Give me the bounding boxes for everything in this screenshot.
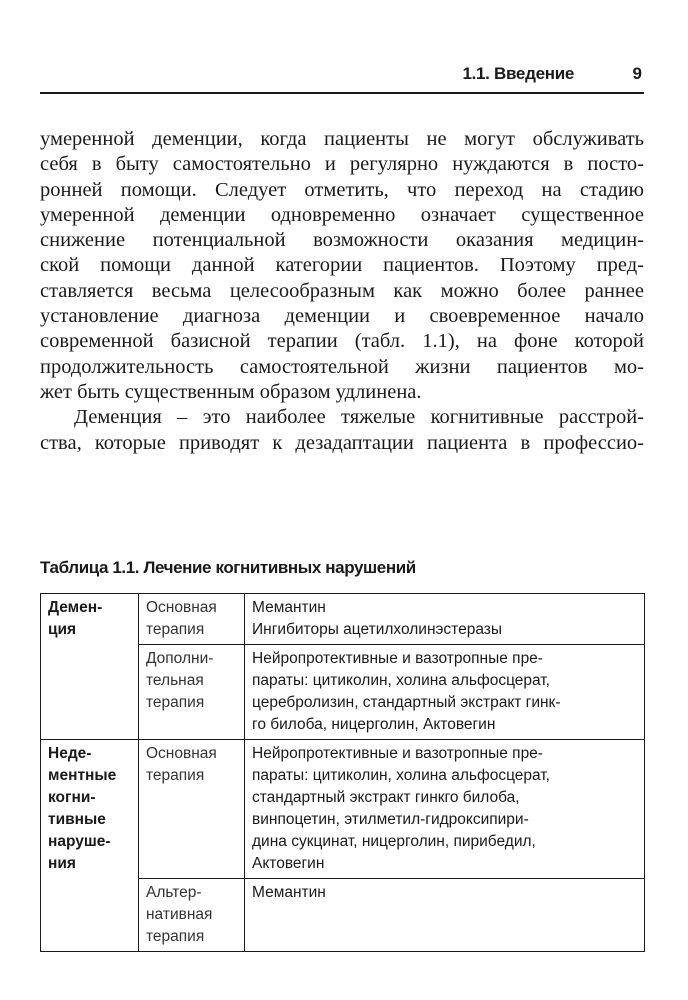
therapy-type: Основная терапия	[139, 740, 245, 879]
body-line: себя в быту самостоятельно и регулярно нуждаются в посто-	[40, 153, 644, 176]
page-number: 9	[632, 64, 642, 83]
chapter-title: 1.1. Введение	[462, 64, 574, 83]
group-label-non-dementia: Неде- ментные когни- тивные наруше- ния	[41, 740, 139, 952]
therapy-type: Дополни- тельная терапия	[139, 645, 245, 740]
therapy-type: Альтер- нативная терапия	[139, 879, 245, 952]
therapy-content: Нейропротективные и вазотропные пре- параты: цитиколин, холина альфосцерат, церебролизин, стандартный экстракт гинк- го билоба, ницерголин, Актовегин	[245, 645, 645, 740]
body-line: снижение потенциальной возможности оказания медицин-	[40, 229, 644, 252]
body-line: умеренной деменции одновременно означает существенное	[40, 203, 644, 226]
body-line: Деменция – это наиболее тяжелые когнитивные расстрой-	[74, 406, 644, 429]
body-line: ства, которые приводят к дезадаптации пациента в профессио-	[40, 431, 644, 454]
table-caption: Таблица 1.1. Лечение когнитивных нарушений	[40, 558, 416, 577]
table-row	[41, 740, 645, 879]
body-line: продолжительность самостоятельной жизни пациентов мо-	[40, 355, 644, 378]
body-line: ской помощи данной категории пациентов. Поэтому пред-	[40, 254, 644, 277]
therapy-type: Основная терапия	[139, 594, 245, 645]
running-header	[40, 60, 644, 94]
group-label-dementia: Демен- ция	[41, 594, 139, 740]
therapy-content: Мемантин Ингибиторы ацетилхолинэстеразы	[245, 594, 645, 645]
body-line: современной базисной терапии (табл. 1.1), на фоне которой	[40, 330, 644, 353]
table-row	[41, 594, 645, 645]
body-paragraphs	[40, 127, 644, 456]
body-line: умеренной деменции, когда пациенты не могут обслуживать	[40, 128, 644, 150]
body-line: установление диагноза деменции и своевременное начало	[40, 305, 644, 328]
body-line: ронней помощи. Следует отметить, что переход на стадию	[40, 178, 644, 201]
treatment-table	[40, 593, 645, 952]
body-line: жет быть существенным образом удлинена.	[40, 380, 422, 403]
therapy-content: Мемантин	[245, 879, 645, 952]
body-line: ставляется весьма целесообразным как можно более раннее	[40, 279, 644, 302]
therapy-content: Нейропротективные и вазотропные пре- параты: цитиколин, холина альфосцерат, стандартный экстракт гинкго билоба, винпоцетин, этилметил-гидроксипири- дина сукцинат, ницерголин, пирибедил, Актовегин	[245, 740, 645, 879]
